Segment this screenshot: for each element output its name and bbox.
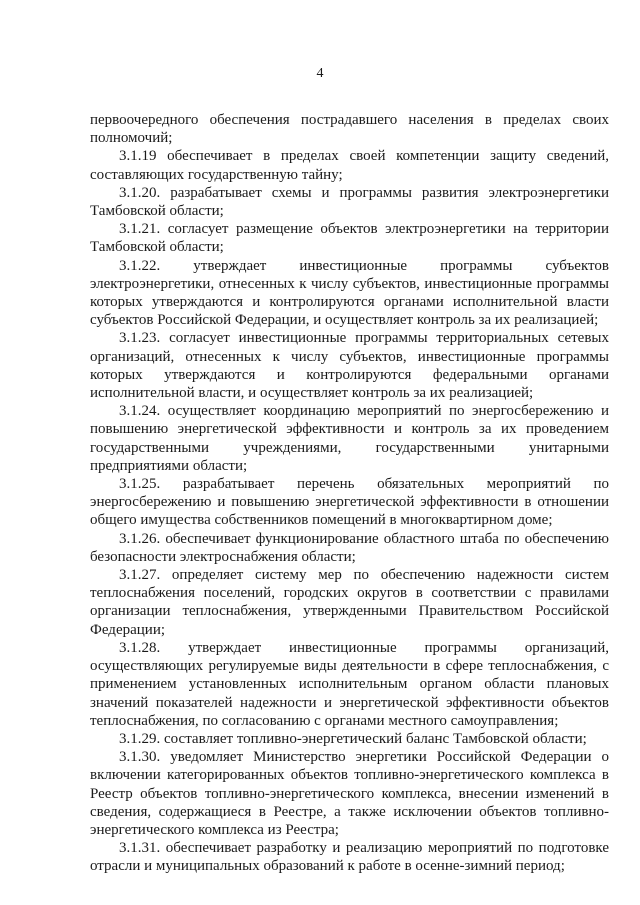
clause-3-1-27: 3.1.27. определяет систему мер по обеспечению надежности систем теплоснабжения поселений, городских округов в соответствии с правилами организации теплоснабжения, утвержденными Правительством Российской Федерации; <box>90 567 609 638</box>
clause-3-1-23: 3.1.23. согласует инвестиционные программы территориальных сетевых организаций, отнесенных к числу субъектов, инвестиционные программы которых утверждаются и контролируются федеральными органами исполнительной власти, и осуществляет контроль за их реализацией; <box>90 330 609 402</box>
paragraph-continuation: первоочередного обеспечения пострадавшего населения в пределах своих полномочий; <box>90 112 609 147</box>
clause-3-1-31: 3.1.31. обеспечивает разработку и реализацию мероприятий по подготовке отрасли и муниципальных образований к работе в осенне-зимний период; <box>90 840 609 875</box>
clause-3-1-19: 3.1.19 обеспечивает в пределах своей компетенции защиту сведений, составляющих государственную тайну; <box>90 148 609 183</box>
clause-3-1-22: 3.1.22. утверждает инвестиционные программы субъектов электроэнергетики, отнесенных к числу субъектов, инвестиционные программы которых утверждаются и контролируются органами исполнительной власти субъектов Российской Федерации, и осуществляет контроль за их реализацией; <box>90 257 609 329</box>
clause-3-1-26: 3.1.26. обеспечивает функционирование областного штаба по обеспечению безопасности электроснабжения области; <box>90 530 609 565</box>
clause-3-1-28: 3.1.28. утверждает инвестиционные программы организаций, осуществляющих регулируемые виды деятельности в сфере теплоснабжения, с применением установленных исполнительным органом области плановых значений показателей надежности и энергетической эффективности объектов теплоснабжения, по согласованию с органами местного самоуправления; <box>90 639 609 729</box>
clause-3-1-20: 3.1.20. разрабатывает схемы и программы развития электроэнергетики Тамбовской области; <box>90 184 609 220</box>
clause-3-1-30: 3.1.30. уведомляет Министерство энергетики Российской Федерации о включении категорированных объектов топливно-энергетического комплекса в Реестр объектов топливно-энергетического комплекса, внесении изменений в сведения, содержащиеся в Реестре, а также исключении объектов топливно-энергетического комплекса из Реестра; <box>90 749 609 838</box>
page-number: 4 <box>316 66 324 81</box>
clause-3-1-24: 3.1.24. осуществляет координацию мероприятий по энергосбережению и повышению энергетической эффективности и контроль за их проведением государственными учреждениями, государственными унитарными предприятиями области; <box>90 403 609 474</box>
clause-3-1-29: 3.1.29. составляет топливно-энергетический баланс Тамбовской области; <box>119 730 587 747</box>
clause-3-1-21: 3.1.21. согласует размещение объектов электроэнергетики на территории Тамбовской области; <box>90 221 609 256</box>
document-body <box>90 111 609 876</box>
clause-3-1-25: 3.1.25. разрабатывает перечень обязательных мероприятий по энергосбережению и повышению энергетической эффективности в отношении общего имущества собственников помещений в многоквартирном доме; <box>90 476 609 529</box>
